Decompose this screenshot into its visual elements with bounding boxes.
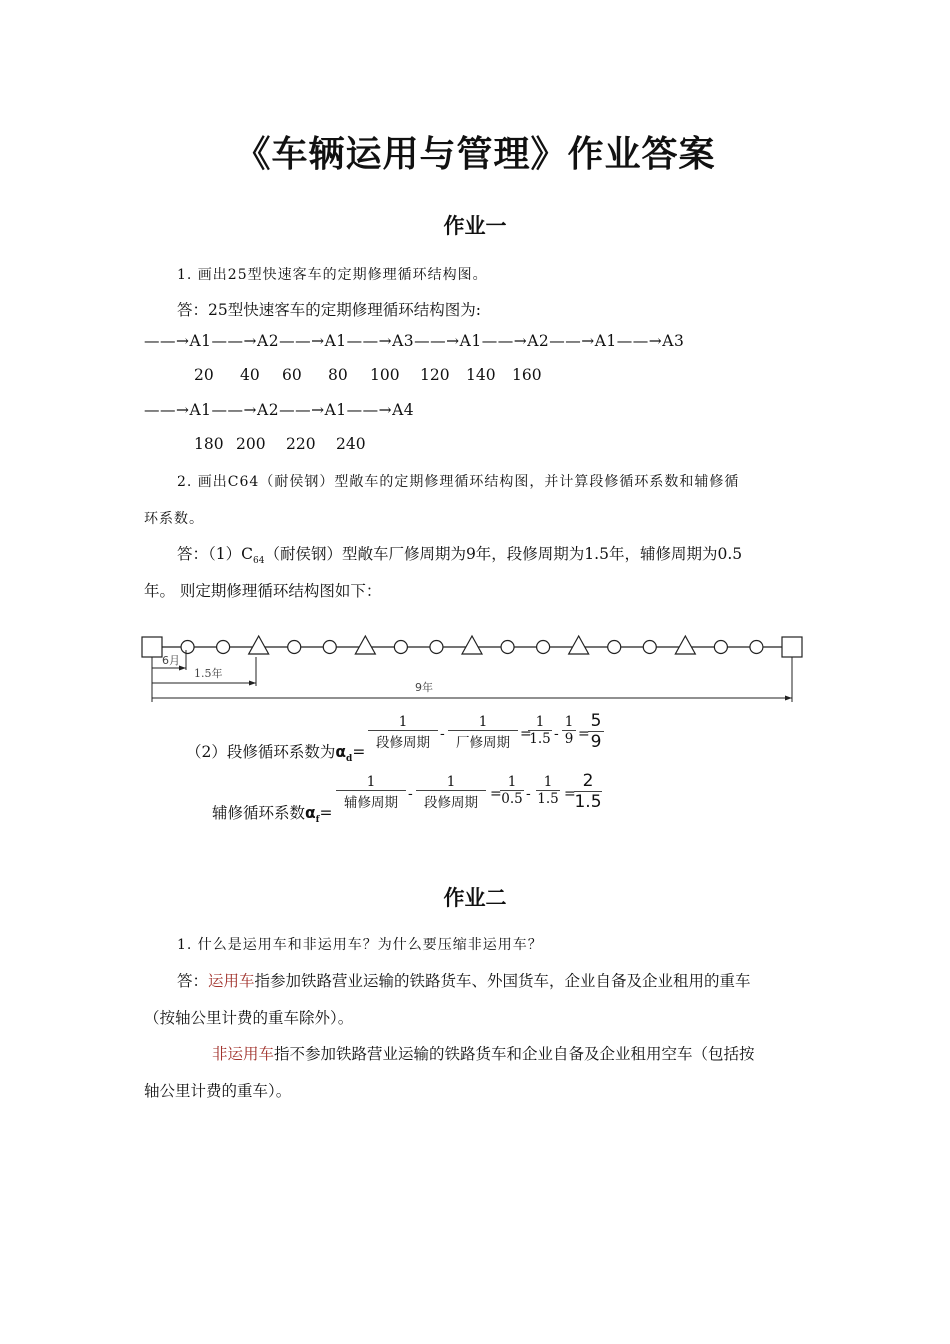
cycle-number: 40 [240,366,260,384]
fraction-2-value-1: $\frac{1}{0.5}$ [501,774,523,807]
auxiliary-repair-circle [430,641,443,654]
auxiliary-repair-circle [750,641,763,654]
depot-repair-triangle [569,636,589,654]
arrowhead [785,696,792,701]
hw1-question-2-line-1: 2. 画出C64（耐侯钢）型敞车的定期修理循环结构图，并计算段修循环系数和辅修循 [177,474,740,490]
factory-repair-square [142,637,162,657]
fraction-1-value-1: $\frac{1}{1.5}$ [529,714,551,747]
depot-repair-triangle [462,636,482,654]
label-9-years: 9年 [415,681,433,694]
cycle-number: 60 [282,366,302,384]
fraction-1-term-1: 1 段修周期 [368,714,438,751]
hw1-answer-1: 答：25型快速客车的定期修理循环结构图为: [177,301,481,319]
cycle-number: 180 [194,435,224,453]
hw1-question-1: 1. 画出25型快速客车的定期修理循环结构图。 [177,267,488,283]
minus-sign: - [440,726,445,742]
page-title: 《车辆运用与管理》作业答案 [234,134,716,175]
label-1-5-years: 1.5年 [194,667,223,680]
hw2-answer-1-line-1: 答：运用车指参加铁路营业运输的铁路货车、外国货车，企业自备及企业租用的重车 [177,972,751,990]
cycle-sequence-2: ——→A1——→A2——→A1——→A4 [144,401,415,419]
cycle-number: 160 [512,366,542,384]
section-heading-hw2: 作业二 [443,886,507,910]
minus-sign: - [554,726,559,742]
fraction-2-term-1: 1 辅修周期 [336,774,406,811]
cycle-number: 140 [466,366,496,384]
hw2-answer-2-line-1: 非运用车指不参加铁路营业运输的铁路货车和企业自备及企业租用空车（包括按 [212,1045,755,1063]
hw2-answer-1-line-2: （按轴公里计费的重车除外）。 [144,1009,354,1027]
hw1-answer-2-line-2: 年。 则定期修理循环结构图如下： [144,582,382,600]
auxiliary-repair-circle [323,641,336,654]
cycle-number: 20 [194,366,214,384]
cycle-sequence-1: ——→A1——→A2——→A1——→A3——→A1——→A2——→A1——→A3 [144,332,685,350]
fraction-1-result: $\frac{5}{9}$ [588,711,604,752]
auxiliary-repair-circle [181,641,194,654]
hw2-answer-2-line-2: 轴公里计费的重车）。 [144,1082,292,1100]
depot-repair-triangle [355,636,375,654]
formula-2-label: 辅修循环系数$\alpha_f=$ [212,804,333,826]
auxiliary-repair-circle [501,641,514,654]
term-in-use-car: 运用车 [208,972,255,990]
auxiliary-repair-circle [288,641,301,654]
fraction-1-value-2: $\frac{1}{9}$ [562,714,576,747]
factory-repair-square [782,637,802,657]
cycle-number: 80 [328,366,348,384]
cycle-number: 220 [286,435,316,453]
cycle-number: 240 [336,435,366,453]
equals-sign: = [564,786,576,802]
hw2-question-1: 1. 什么是运用车和非运用车？为什么要压缩非运用车？ [177,937,543,953]
arrowhead [179,666,186,671]
cycle-number: 100 [370,366,400,384]
cycle-number: 120 [420,366,450,384]
section-heading-hw1: 作业一 [443,214,507,238]
arrowhead [249,681,256,686]
fraction-2-term-2: 1 段修周期 [416,774,486,811]
formula-1-label: （2）段修循环系数为$\alpha_d=$ [186,743,366,765]
fraction-1-term-2: 1 厂修周期 [448,714,518,751]
fraction-2-result: $\frac{2}{1.5}$ [574,771,602,812]
cycle-number: 200 [236,435,266,453]
hw1-question-2-line-2: 环系数。 [144,511,204,527]
depot-repair-triangle [249,636,269,654]
equals-sign: = [520,726,532,742]
auxiliary-repair-circle [537,641,550,654]
auxiliary-repair-circle [394,641,407,654]
minus-sign: - [526,786,531,802]
equals-sign: = [490,786,502,802]
auxiliary-repair-circle [217,641,230,654]
equals-sign: = [578,726,590,742]
auxiliary-repair-circle [714,641,727,654]
label-6-months: 6月 [162,654,180,667]
fraction-2-value-2: $\frac{1}{1.5}$ [537,774,559,807]
auxiliary-repair-circle [608,641,621,654]
depot-repair-triangle [675,636,695,654]
minus-sign: - [408,786,413,802]
term-non-use-car: 非运用车 [212,1045,275,1063]
hw1-answer-2-line-1: 答：$(1)C_{64}$（耐侯钢）型敞车厂修周期为9年，段修周期为1.5年，辅修周期为0.5 [177,545,743,567]
auxiliary-repair-circle [643,641,656,654]
